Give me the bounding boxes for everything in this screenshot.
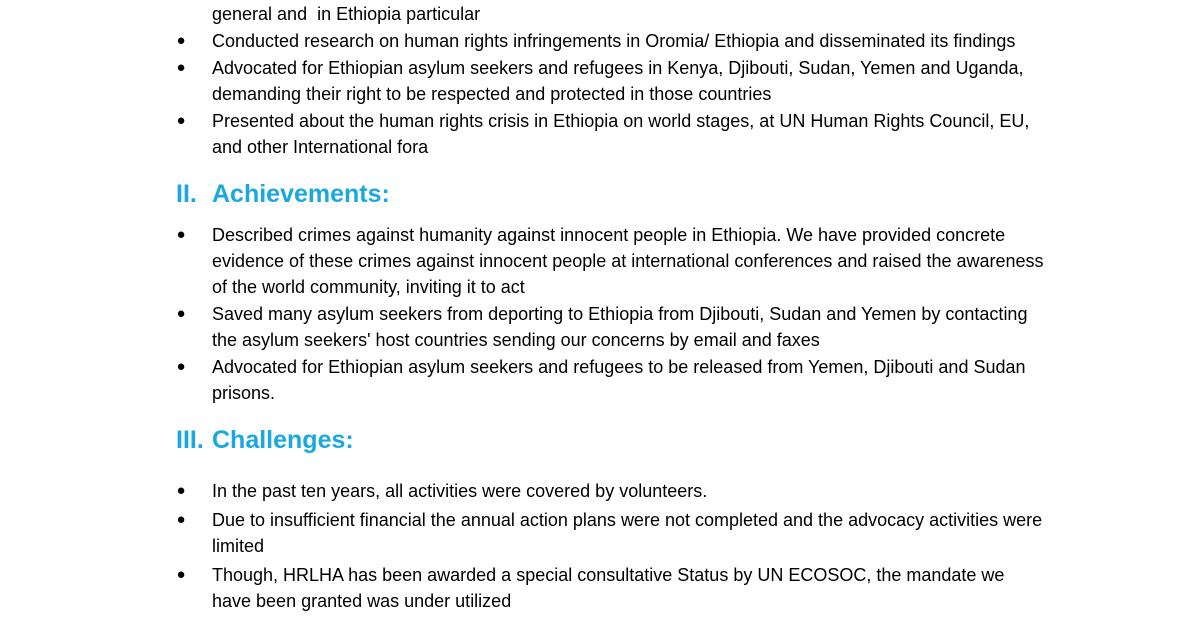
list-item-line: and other International fora [212,137,429,157]
list-item-line: Described crimes against humanity against innocent people in Ethiopia. We have provided concrete [212,225,1006,245]
list-item-line: Advocated for Ethiopian asylum seekers and refugees to be released from Yemen, Djibouti and Sudan [212,357,1026,377]
list-item-line: In the past ten years, all activities were covered by volunteers. [212,481,708,501]
bullet-icon: ● [176,32,186,49]
list-item-line: Due to insufficient financial the annual action plans were not completed and the advocacy activities were [212,510,1043,530]
list-item-line: Advocated for Ethiopian asylum seekers and refugees in Kenya, Djibouti, Sudan, Yemen and Uganda, [212,58,1024,78]
list-item-line: Presented about the human rights crisis in Ethiopia on world stages, at UN Human Rights Council, EU, [212,111,1030,131]
list-item-line: demanding their right to be respected and protected in those countries [212,84,772,104]
section-number: III. [176,426,204,454]
bullet-icon: ● [176,226,186,243]
section-number: II. [176,180,197,208]
bullet-icon: ● [176,358,186,375]
list-item-line: Conducted research on human rights infringements in Oromia/ Ethiopia and disseminated its findings [212,31,1016,51]
list-item-line: the asylum seekers' host countries sending our concerns by email and faxes [212,330,820,350]
bullet-icon: ● [176,305,186,322]
list-item-line: of the world community, inviting it to act [212,277,525,297]
list-item-line: Saved many asylum seekers from deporting to Ethiopia from Djibouti, Sudan and Yemen by contacting [212,304,1028,324]
list-item-line: have been granted was under utilized [212,591,512,611]
bullet-icon: ● [176,59,186,76]
bullet-icon: ● [176,112,186,129]
list-item-line: prisons. [212,383,276,403]
bullet-icon: ● [176,482,186,499]
list-item-line: Though, HRLHA has been awarded a special consultative Status by UN ECOSOC, the mandate we [212,565,1005,585]
list-item-continuation: general and in Ethiopia particular [212,4,481,24]
list-item-line: limited [212,536,265,556]
section-heading: Achievements: [212,180,390,208]
list-item-line: evidence of these crimes against innocent people at international conferences and raised the awareness [212,251,1044,271]
section-heading: Challenges: [212,426,354,454]
bullet-icon: ● [176,511,186,528]
bullet-icon: ● [176,566,186,583]
